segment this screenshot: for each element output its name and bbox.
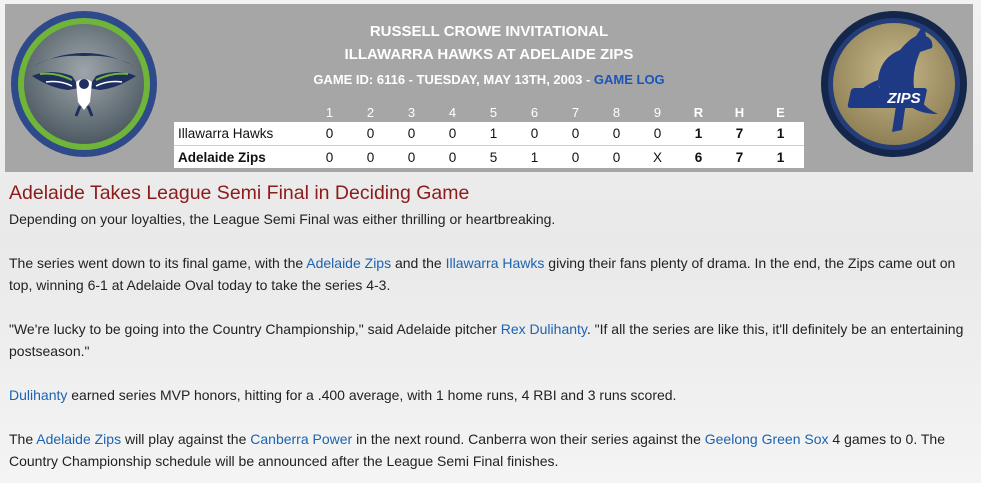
inning-score: 0 bbox=[448, 149, 457, 165]
illawarra-hawks-link[interactable]: Illawarra Hawks bbox=[445, 255, 545, 271]
errors-header: E bbox=[776, 104, 785, 120]
linescore-header bbox=[174, 102, 804, 122]
text-segment: earned series MVP honors, hitting for a .400 average, with 1 home runs, 4 RBI and 3 runs scored. bbox=[67, 387, 677, 403]
away-team-name: Illawarra Hawks bbox=[178, 126, 274, 141]
inning-score: X bbox=[652, 149, 662, 165]
adelaide-zips-link[interactable]: Adelaide Zips bbox=[36, 431, 122, 447]
text-segment: in the next round. Canberra won their series against the bbox=[352, 431, 705, 447]
runs-total: 1 bbox=[694, 126, 703, 141]
kangaroo-zips-icon bbox=[820, 10, 968, 158]
article-paragraph-5 bbox=[9, 428, 969, 472]
article-paragraph-4 bbox=[9, 384, 969, 406]
game-recap-article bbox=[9, 181, 969, 483]
inning-score: 0 bbox=[612, 126, 621, 141]
inning-header: 5 bbox=[489, 104, 498, 120]
inning-score: 0 bbox=[325, 126, 334, 141]
inning-score: 1 bbox=[530, 149, 539, 165]
inning-score: 1 bbox=[489, 126, 498, 141]
errors-total: 1 bbox=[776, 126, 785, 141]
geelong-green-sox-link[interactable]: Geelong Green Sox bbox=[704, 431, 829, 447]
article-paragraph-3 bbox=[9, 318, 969, 362]
game-info-text: GAME ID: 6116 - TUESDAY, MAY 13TH, 2003 - bbox=[313, 72, 594, 87]
text-segment: . "If all the series are like this, it'll definitely be an entertaining postseason." bbox=[9, 321, 964, 359]
hits-total: 7 bbox=[735, 126, 744, 141]
inning-score: 5 bbox=[489, 149, 498, 165]
inning-score: 0 bbox=[325, 149, 334, 165]
errors-total: 1 bbox=[776, 149, 785, 165]
text-segment: The bbox=[9, 431, 37, 447]
table-row-home bbox=[174, 145, 804, 168]
game-info bbox=[175, 72, 803, 87]
inning-header: 3 bbox=[407, 104, 416, 120]
inning-header: 2 bbox=[366, 104, 375, 120]
article-paragraph-1: Depending on your loyalties, the League Semi Final was either thrilling or heartbreaking. bbox=[9, 211, 556, 227]
inning-score: 0 bbox=[612, 149, 621, 165]
inning-score: 0 bbox=[530, 126, 539, 141]
adelaide-zips-link[interactable]: Adelaide Zips bbox=[306, 255, 392, 271]
inning-score: 0 bbox=[407, 126, 416, 141]
hits-header: H bbox=[734, 104, 745, 120]
text-segment: giving their fans plenty of drama. In the end, the Zips came out on top, winning 6-1 at Adelaide Oval today to take the series 4-3. bbox=[9, 255, 956, 293]
inning-header: 4 bbox=[448, 104, 457, 120]
inning-header: 6 bbox=[530, 104, 539, 120]
event-title: RUSSELL CROWE INVITATIONAL bbox=[369, 23, 609, 40]
inning-header: 8 bbox=[612, 104, 621, 120]
runs-header: R bbox=[693, 104, 704, 120]
game-log-link[interactable]: GAME LOG bbox=[593, 72, 665, 87]
inning-score: 0 bbox=[653, 126, 662, 141]
inning-score: 0 bbox=[448, 126, 457, 141]
text-segment: The series went down to its final game, with the bbox=[9, 255, 307, 271]
inning-header: 7 bbox=[571, 104, 580, 120]
zips-logo-text: ZIPS bbox=[887, 90, 921, 107]
article-paragraph-2 bbox=[9, 252, 969, 296]
home-team-name: Adelaide Zips bbox=[178, 149, 266, 165]
text-segment: and the bbox=[391, 255, 446, 271]
dulihanty-link[interactable]: Dulihanty bbox=[9, 387, 68, 403]
inning-score: 0 bbox=[366, 149, 375, 165]
inning-score: 0 bbox=[571, 149, 580, 165]
inning-score: 0 bbox=[407, 149, 416, 165]
matchup-title: ILLAWARRA HAWKS AT ADELAIDE ZIPS bbox=[344, 46, 634, 63]
table-row-away bbox=[174, 122, 804, 145]
text-segment: "We're lucky to be going into the Country Championship," said Adelaide pitcher bbox=[9, 321, 501, 337]
article-headline: Adelaide Takes League Semi Final in Deciding Game bbox=[9, 182, 470, 204]
runs-total: 6 bbox=[694, 149, 703, 165]
inning-score: 0 bbox=[366, 126, 375, 141]
text-segment: will play against the bbox=[121, 431, 251, 447]
inning-score: 0 bbox=[571, 126, 580, 141]
inning-header: 9 bbox=[653, 104, 662, 120]
inning-header: 1 bbox=[325, 104, 334, 120]
hawk-emblem-icon bbox=[10, 10, 158, 158]
canberra-power-link[interactable]: Canberra Power bbox=[250, 431, 353, 447]
game-header bbox=[5, 4, 973, 172]
rex-dulihanty-link[interactable]: Rex Dulihanty bbox=[500, 321, 587, 337]
hits-total: 7 bbox=[735, 149, 744, 165]
linescore-table bbox=[174, 102, 804, 168]
text-segment: 4 games to 0. The Country Championship schedule will be announced after the League Semi Final finishes. bbox=[9, 431, 945, 469]
